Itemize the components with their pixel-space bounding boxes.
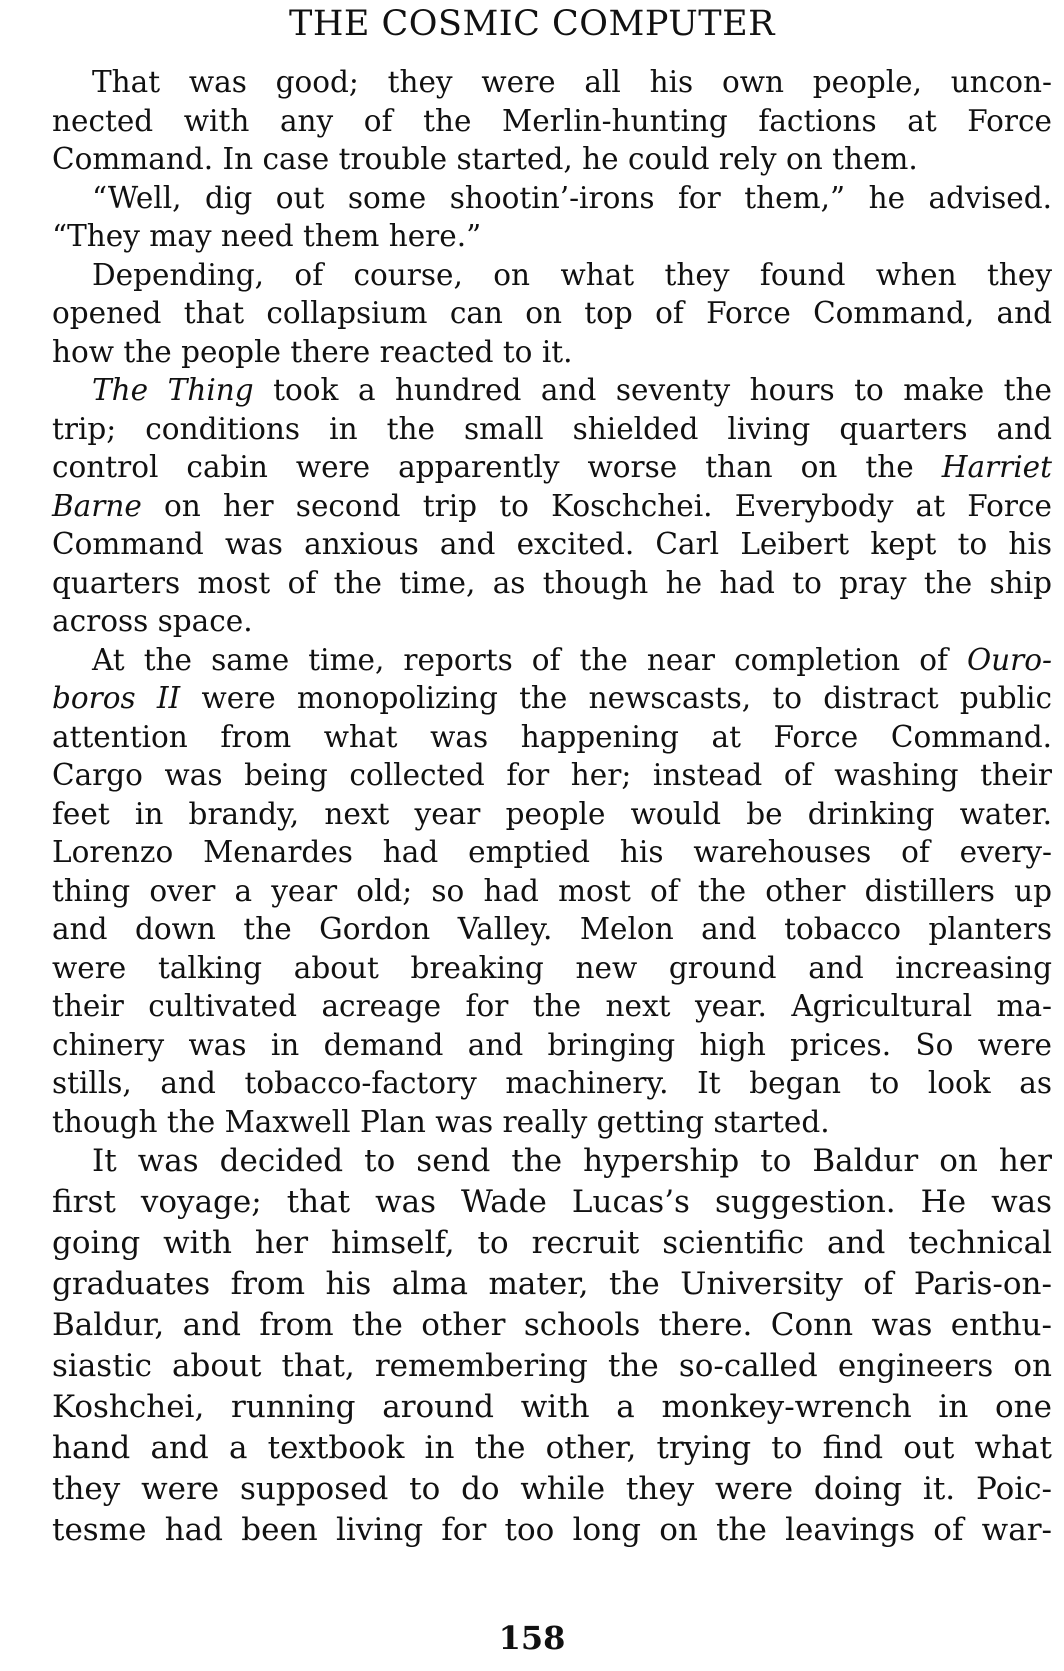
- section-lower: [12, 1141, 1052, 1551]
- text-line: chinery was in demand and bringing high prices. So were: [52, 1027, 1052, 1062]
- text-line: their cultivated acreage for the next year. Agricultural ma-: [52, 989, 1052, 1023]
- text-line: how the people there reacted to it.: [52, 334, 573, 369]
- text-line: It was decided to send the hypership to Baldur on her: [92, 1143, 1052, 1179]
- text-line: quarters most of the time, as though he had to pray the ship: [52, 565, 1052, 600]
- paragraph-1: [12, 63, 1052, 179]
- body-text: [12, 63, 1052, 1551]
- text-line: [12, 641, 1052, 680]
- text-line: Command was anxious and excited. Carl Leibert kept to his: [52, 527, 1052, 561]
- text-run: control cabin were apparently worse than on the: [52, 450, 914, 484]
- text-run: were monopolizing the newscasts, to distract public: [201, 681, 1052, 715]
- text-line: across space.: [52, 604, 253, 638]
- paragraph-3: [12, 256, 1052, 372]
- text-line: they were supposed to do while they were doing it. Poic-: [52, 1471, 1052, 1507]
- italic-ship-name: Harriet: [941, 450, 1052, 484]
- text-run: on her second trip to Koschchei. Everybody at Force: [164, 488, 1052, 523]
- text-line: [12, 371, 1052, 410]
- paragraph-4: [12, 371, 1052, 641]
- text-line: siastic about that, remembering the so-called engineers on: [52, 1348, 1052, 1384]
- text-line: opened that collapsium can on top of Force Command, and: [52, 296, 1052, 330]
- text-line: Koshchei, running around with a monkey-wrench in one: [52, 1389, 1052, 1425]
- italic-ship-name: The Thing: [92, 373, 254, 407]
- text-run: At the same time, reports of the near completion of: [92, 642, 948, 677]
- paragraph-6: [12, 1141, 1052, 1551]
- italic-ship-name: Barne: [52, 488, 142, 523]
- text-line: [12, 448, 1052, 487]
- text-line: That was good; they were all his own people, uncon-: [92, 65, 1052, 99]
- italic-ship-name: boros II: [52, 681, 181, 715]
- page-number: 158: [498, 1619, 566, 1657]
- text-line: first voyage; that was Wade Lucas’s suggestion. He was: [52, 1184, 1052, 1220]
- text-line: though the Maxwell Plan was really getting started.: [52, 1104, 830, 1139]
- text-line: “They may need them here.”: [52, 219, 482, 253]
- text-line: going with her himself, to recruit scientific and technical: [52, 1225, 1052, 1261]
- text-line: Lorenzo Menardes had emptied his warehouses of every-: [52, 835, 1052, 869]
- text-line: attention from what was happening at Force Command.: [52, 719, 1052, 754]
- italic-ship-name: Ouro-: [966, 642, 1052, 677]
- text-line: were talking about breaking new ground and increasing: [52, 950, 1052, 985]
- text-line: and down the Gordon Valley. Melon and tobacco planters: [52, 912, 1052, 946]
- running-head: THE COSMIC COMPUTER: [288, 4, 776, 44]
- text-line: feet in brandy, next year people would be drinking water.: [52, 796, 1052, 831]
- text-line: [12, 679, 1052, 718]
- paragraph-2: [12, 179, 1052, 256]
- text-line: stills, and tobacco-factory machinery. It began to look as: [52, 1066, 1052, 1100]
- text-line: graduates from his alma mater, the University of Paris-on-: [52, 1266, 1052, 1302]
- paragraph-5: [12, 641, 1052, 1142]
- text-line: trip; conditions in the small shielded living quarters and: [52, 411, 1052, 446]
- text-line: [12, 487, 1052, 526]
- text-line: “Well, dig out some shootin’-irons for them,” he advised.: [92, 180, 1052, 215]
- text-line: thing over a year old; so had most of the other distillers up: [52, 873, 1052, 908]
- text-line: Command. In case trouble started, he could rely on them.: [52, 142, 918, 176]
- text-line: Baldur, and from the other schools there. Conn was enthu-: [52, 1307, 1052, 1343]
- text-line: nected with any of the Merlin-hunting factions at Force: [52, 103, 1052, 138]
- text-line: Depending, of course, on what they found when they: [92, 257, 1052, 292]
- section-upper: [12, 63, 1052, 1141]
- text-line: Cargo was being collected for her; instead of washing their: [52, 758, 1052, 792]
- text-line: hand and a textbook in the other, trying to find out what: [52, 1430, 1052, 1466]
- text-line: tesme had been living for too long on the leavings of war-: [52, 1512, 1052, 1548]
- text-run: took a hundred and seventy hours to make the: [273, 373, 1052, 407]
